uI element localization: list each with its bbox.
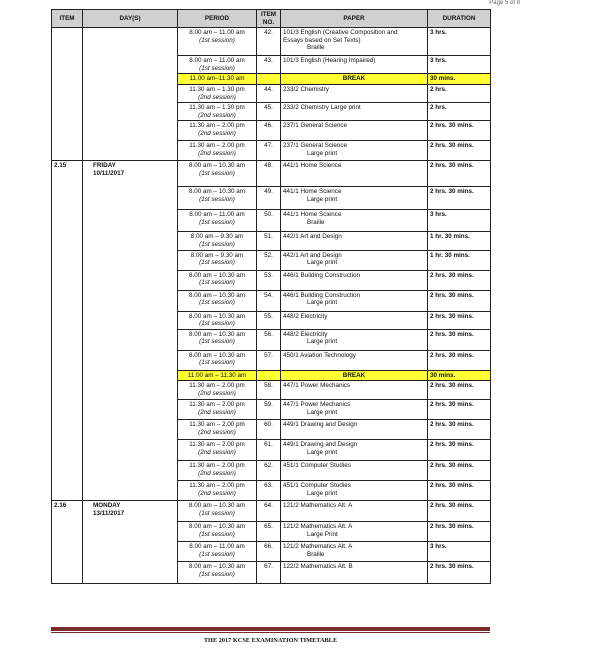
duration-cell: 2 hrs. 30 mins. (428, 522, 491, 542)
period-time: 8.00 am – 10.30 am (188, 330, 245, 338)
paper-title: 441/1 Home Science (283, 162, 342, 170)
session-label: (1st session) (199, 169, 235, 177)
footer-rule-thin (51, 632, 490, 633)
period-cell (178, 74, 257, 85)
day-cell (83, 501, 178, 584)
paper-variant: Large print (307, 338, 338, 346)
paper-cell (281, 121, 428, 141)
session-label: (1st session) (199, 550, 235, 558)
session-label: (1st session) (199, 36, 235, 44)
paper-title: BREAK (342, 75, 366, 83)
item-no-cell: 47. (257, 141, 281, 161)
duration-cell: 2 hrs. 30 mins. (428, 420, 491, 440)
item-cell (52, 28, 83, 161)
paper-cell (281, 481, 428, 501)
period-time: 8.00 am – 10.30 am (188, 563, 245, 571)
col-header-days: DAY(S) (83, 10, 178, 28)
period-time: 8.00 am – 10.30 am (188, 523, 245, 531)
paper-title: 451/1 Computer Studies (283, 462, 351, 470)
duration-cell: 30 mins. (428, 370, 491, 381)
duration-cell: 2 hrs. 30 mins. (428, 381, 491, 400)
item-no-cell: 57. (257, 350, 281, 370)
exam-timetable (51, 9, 491, 584)
paper-title: 233/2 Chemistry (283, 85, 329, 93)
period-cell (178, 56, 257, 74)
session-label: (1st session) (199, 509, 235, 517)
paper-title: 101/3 English (Hearing Impaired) (283, 57, 376, 65)
session-label: (2nd session) (198, 428, 236, 436)
paper-title: 121/2 Mathematics Alt. A (283, 543, 353, 551)
col-header-paper: PAPER (281, 10, 428, 28)
duration-cell: 2 hrs. 30 mins. (428, 350, 491, 370)
paper-title: 237/1 General Science (283, 142, 348, 150)
paper-title: 447/1 Power Mechanics (283, 382, 351, 390)
footer-rule (51, 627, 490, 631)
duration-cell: 2 hrs. 30 mins. (428, 141, 491, 161)
item-no-cell (257, 74, 281, 85)
item-no-cell: 61. (257, 440, 281, 461)
period-time: 11.30 am – 2.00 pm (189, 382, 245, 390)
item-number: 2.16 (54, 502, 67, 510)
paper-variant: Large print (307, 195, 338, 203)
duration-cell: 2 hrs. 30 mins. (428, 461, 491, 481)
period-time: 11.30 am – 2.00 pm (189, 122, 245, 130)
header-row (52, 10, 491, 28)
session-label: (2nd session) (198, 448, 236, 456)
period-cell (178, 381, 257, 400)
paper-title: 442/1 Art and Design (283, 251, 342, 259)
period-time: 11.00 am – 11.30 am (187, 371, 247, 379)
period-time: 11.30 am – 2.00 pm (189, 421, 245, 429)
day-date: 10/11/2017 (93, 169, 125, 177)
item-no-cell: 55. (257, 311, 281, 329)
col-header-item-no: ITEM NO. (257, 10, 281, 28)
period-cell (178, 290, 257, 311)
period-time: 11.30 am – 2.00 pm (189, 441, 245, 449)
item-no-cell: 62. (257, 461, 281, 481)
session-label: (2nd session) (198, 149, 236, 157)
duration-cell: 2 hrs. 30 mins. (428, 311, 491, 329)
item-no-cell: 60. (257, 420, 281, 440)
period-time: 8.00 am – 11.00 am (189, 543, 245, 551)
period-cell (178, 28, 257, 56)
item-no-cell: 45. (257, 103, 281, 121)
paper-variant: Large print (307, 299, 338, 307)
paper-title: 101/3 English (Creative Composition and (283, 29, 398, 37)
period-cell (178, 522, 257, 542)
day-name: FRIDAY (93, 162, 116, 170)
period-time: 8.00 am – 9.30 am (190, 233, 244, 241)
paper-variant: Essays based on Set Texts) (283, 36, 361, 44)
item-no-cell: 56. (257, 329, 281, 350)
day-date: 13/11/2017 (93, 509, 125, 517)
period-cell (178, 270, 257, 290)
paper-title: 122/2 Mathematics Alt. B (283, 563, 353, 571)
duration-cell: 2 hrs. 30 mins. (428, 290, 491, 311)
paper-cell (281, 311, 428, 329)
duration-cell: 2 hrs. 30 mins. (428, 501, 491, 522)
period-cell (178, 501, 257, 522)
timetable-body (52, 28, 491, 584)
period-cell (178, 562, 257, 584)
table-row (52, 161, 491, 187)
table-row (52, 28, 491, 56)
paper-cell (281, 103, 428, 121)
duration-cell: 2 hrs. 30 mins. (428, 562, 491, 584)
paper-cell (281, 381, 428, 400)
paper-cell (281, 290, 428, 311)
period-cell (178, 187, 257, 210)
period-cell (178, 370, 257, 381)
item-no-cell: 53. (257, 270, 281, 290)
period-time: 11.30 am – 2.00 pm (189, 462, 245, 470)
period-time: 8.00 am – 10.30 am (188, 291, 245, 299)
paper-variant: Large print (307, 408, 338, 416)
session-label: (2nd session) (198, 489, 236, 497)
period-cell (178, 121, 257, 141)
item-cell (52, 161, 83, 501)
paper-cell (281, 420, 428, 440)
paper-title: 451/1 Computer Studies (283, 482, 351, 490)
day-name: MONDAY (93, 502, 121, 510)
duration-cell: 2 hrs. 30 mins. (428, 400, 491, 420)
period-cell (178, 84, 257, 102)
item-no-cell: 65. (257, 522, 281, 542)
item-cell (52, 501, 83, 584)
paper-title: 448/2 Electricity (283, 312, 328, 320)
period-time: 8.00 am – 11.00 am (189, 211, 245, 219)
period-cell (178, 420, 257, 440)
paper-variant: Braille (307, 550, 325, 558)
period-time: 8.00 am – 10.30 am (188, 351, 245, 359)
paper-title: 446/1 Building Construction (283, 291, 361, 299)
col-header-duration: DURATION (428, 10, 491, 28)
duration-cell: 30 mins. (428, 74, 491, 85)
paper-title: 441/1 Home Science (283, 211, 342, 219)
period-time: 8.00 am – 10.30 am (188, 162, 245, 170)
paper-cell (281, 350, 428, 370)
session-label: (1st session) (199, 320, 235, 328)
duration-cell: 2 hrs. (428, 103, 491, 121)
duration-cell: 2 hrs. 30 mins. (428, 270, 491, 290)
session-label: (1st session) (199, 299, 235, 307)
item-no-cell: 59. (257, 400, 281, 420)
period-time: 8.00 am – 10.30 am (188, 271, 245, 279)
paper-cell (281, 562, 428, 584)
item-no-cell: 66. (257, 542, 281, 562)
session-label: (1st session) (199, 64, 235, 72)
item-no-cell: 64. (257, 501, 281, 522)
period-cell (178, 329, 257, 350)
item-no-cell (257, 370, 281, 381)
item-no-cell: 63. (257, 481, 281, 501)
paper-cell (281, 270, 428, 290)
session-label: (2nd session) (198, 129, 236, 137)
period-cell (178, 161, 257, 187)
paper-cell (281, 187, 428, 210)
item-no-cell: 49. (257, 187, 281, 210)
paper-title: 237/1 General Science (283, 122, 348, 130)
item-no-cell: 42. (257, 28, 281, 56)
paper-variant: Large Print (307, 530, 338, 538)
paper-cell (281, 84, 428, 102)
paper-title: 441/1 Home Science (283, 188, 342, 196)
period-cell (178, 461, 257, 481)
period-time: 11.30 am – 2.00 pm (189, 401, 245, 409)
paper-cell (281, 329, 428, 350)
period-cell (178, 311, 257, 329)
paper-cell (281, 461, 428, 481)
session-label: (1st session) (199, 259, 235, 267)
paper-cell (281, 232, 428, 250)
day-cell (83, 28, 178, 161)
period-time: 11.30 am – 2.00 pm (189, 482, 245, 490)
footer-title: THE 2017 KCSE EXAMINATION TIMETABLE (203, 637, 338, 644)
period-time: 8.00 am – 10.30 am (188, 502, 245, 510)
item-no-cell: 58. (257, 381, 281, 400)
session-label: (2nd session) (198, 408, 236, 416)
item-no-cell: 67. (257, 562, 281, 584)
period-time: 8.00 am – 10.30 am (188, 188, 245, 196)
page-number: Page 5 of 8 (489, 0, 520, 6)
period-time: 11.00 am–11.30 am (189, 75, 245, 83)
duration-cell: 2 hrs. 30 mins. (428, 440, 491, 461)
session-label: (1st session) (199, 218, 235, 226)
paper-title: 233/2 Chemistry Large print (283, 104, 361, 112)
paper-cell (281, 542, 428, 562)
duration-cell: 2 hrs. 30 mins. (428, 481, 491, 501)
session-label: (1st session) (199, 338, 235, 346)
period-time: 11.30 am – 1.30 pm (189, 104, 245, 112)
item-no-cell: 44. (257, 84, 281, 102)
paper-title: 121/2 Mathematics Alt. A (283, 502, 353, 510)
paper-title: 442/1 Art and Design (283, 233, 342, 241)
period-cell (178, 350, 257, 370)
item-no-cell: 48. (257, 161, 281, 187)
period-cell (178, 141, 257, 161)
item-no-cell: 43. (257, 56, 281, 74)
session-label: (1st session) (199, 359, 235, 367)
session-label: (2nd session) (198, 469, 236, 477)
paper-title: 449/1 Drawing and Design (283, 421, 358, 429)
period-time: 8.00 am – 10.30 am (188, 312, 245, 320)
period-time: 8.00 am – 11.00 am (189, 29, 245, 37)
table-row (52, 501, 491, 522)
item-no-cell: 51. (257, 232, 281, 250)
period-cell (178, 542, 257, 562)
paper-cell (281, 400, 428, 420)
paper-cell (281, 161, 428, 187)
paper-cell (281, 501, 428, 522)
paper-cell (281, 141, 428, 161)
paper-variant: Braille (307, 44, 325, 52)
duration-cell: 3 hrs. (428, 542, 491, 562)
period-time: 8.00 am – 11.00 am (189, 57, 245, 65)
period-cell (178, 440, 257, 461)
period-cell (178, 400, 257, 420)
paper-cell (281, 522, 428, 542)
break-label (281, 74, 428, 85)
paper-title: 447/1 Power Mechanics (283, 401, 351, 409)
period-cell (178, 103, 257, 121)
period-time: 11.30 am – 2.00 pm (189, 142, 245, 150)
session-label: (2nd session) (198, 111, 236, 119)
item-no-cell: 46. (257, 121, 281, 141)
duration-cell: 1 hr. 30 mins. (428, 232, 491, 250)
paper-title: 449/1 Drawing and Design (283, 441, 358, 449)
item-no-cell: 52. (257, 250, 281, 270)
item-no-cell: 54. (257, 290, 281, 311)
paper-cell (281, 250, 428, 270)
paper-title: 448/2 Electricity (283, 330, 328, 338)
day-cell (83, 161, 178, 501)
session-label: (2nd session) (198, 93, 236, 101)
item-no-cell: 50. (257, 210, 281, 232)
duration-cell: 2 hrs. 30 mins. (428, 161, 491, 187)
session-label: (1st session) (199, 195, 235, 203)
duration-cell: 3 hrs. (428, 210, 491, 232)
session-label: (1st session) (199, 530, 235, 538)
duration-cell: 2 hrs. (428, 84, 491, 102)
period-cell (178, 481, 257, 501)
paper-variant: Braille (307, 218, 325, 226)
session-label: (2nd session) (198, 389, 236, 397)
paper-title: 450/1 Aviation Technology (283, 351, 356, 359)
period-time: 8.00 am – 9.30 am (190, 251, 244, 259)
duration-cell: 2 hrs. 30 mins. (428, 187, 491, 210)
duration-cell: 2 hrs. 30 mins. (428, 329, 491, 350)
period-cell (178, 250, 257, 270)
paper-title: 446/1 Building Construction (283, 271, 361, 279)
paper-cell (281, 440, 428, 461)
paper-title: BREAK (342, 371, 366, 379)
paper-variant: Large print (307, 259, 338, 267)
session-label: (1st session) (199, 279, 235, 287)
period-cell (178, 210, 257, 232)
paper-title: 121/2 Mathematics Alt. A (283, 523, 353, 531)
paper-variant: Large print (307, 149, 338, 157)
paper-variant: Large print (307, 448, 338, 456)
period-time: 11.30 am – 1.30 pm (189, 85, 245, 93)
duration-cell: 2 hrs. 30 mins. (428, 121, 491, 141)
duration-cell: 1 hr. 30 mins. (428, 250, 491, 270)
col-header-period: PERIOD (178, 10, 257, 28)
duration-cell: 3 hrs. (428, 56, 491, 74)
paper-cell (281, 210, 428, 232)
break-label (281, 370, 428, 381)
paper-cell (281, 56, 428, 74)
session-label: (1st session) (199, 570, 235, 578)
duration-cell: 3 hrs. (428, 28, 491, 56)
item-number: 2.15 (54, 162, 67, 170)
period-cell (178, 232, 257, 250)
paper-variant: Large print (307, 489, 338, 497)
col-header-item: ITEM (52, 10, 83, 28)
paper-cell (281, 28, 428, 56)
session-label: (1st session) (199, 240, 235, 248)
